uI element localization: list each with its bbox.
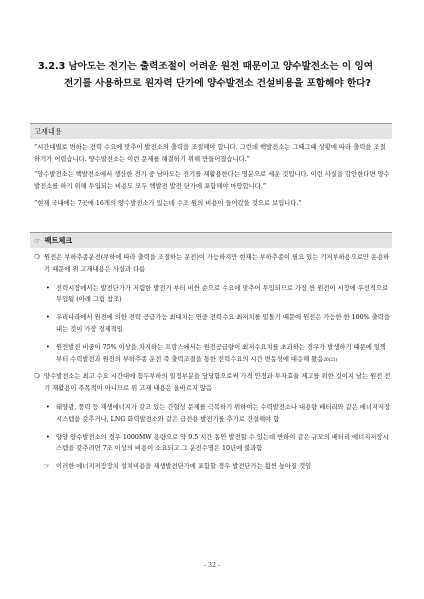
circle-bullet-icon: ❍ xyxy=(34,254,40,261)
fact-sub-1-2-text: 우리나라에서 원전에 의한 전력 공급가능 최대치는 연중 전력수요 최저치를 밑돌기 때문에 원전은 가능한 한 100% 출력을 내는 것이 가장 경제적임 xyxy=(56,314,390,333)
factcheck-label: 팩트체크 xyxy=(44,236,73,245)
fact-sub-2-1-text: 태양광, 풍력 등 재생에너지가 갖고 있는 간헐성 문제를 극복하기 위하여는 수력발전소나 대용량 배터리와 같은 에너지저장 시스템을 갖추거나, LNG 화력발전소와 같은 급전용 발전기를 추가로 건설해야 함 xyxy=(56,403,391,423)
fact-sub-1-2 xyxy=(34,312,392,336)
citation: 20)21) xyxy=(323,356,338,362)
fact-item-1-text: 원전은 부하추종운전(부하에 따라 출력을 조절하는 운전)이 가능하지만 현재는 부하추종이 필요 있는 기저부하용으로만 운용하기 때문에 위 고재내용은 사실과 다름 xyxy=(44,254,390,273)
fact-sub-1-3-text: 원전발전 비중이 75% 이상을 차지하는 프랑스에서는 원전공급량이 최저수요치를 초과하는 경우가 발생하기 때문에 일찍부터 수력발전과 원전의 부하추종 운전 즉 출력조절을 통한 전력수요의 시간 변동성에 대응해 왔음 xyxy=(56,343,386,363)
page-number: - 32 - xyxy=(203,562,221,569)
pointing-hand-icon: ☞ xyxy=(44,463,50,471)
factcheck-label-bar xyxy=(30,232,392,248)
fact-note-text: 이러한 에너지저장장치 설치비용을 재생발전단가에 포함할 경우 발전단가는 훨씬 높아질 것임 xyxy=(56,463,312,471)
dot-bullet-icon: • xyxy=(46,314,50,322)
fact-sub-2-1 xyxy=(34,402,392,426)
quote-1: “시간대별로 변하는 전력 수요에 맞추어 발전소의 출력을 조절해야 합니다. 그런데 핵발전소는 그때그때 상황에 따라 출력을 조절하기가 어렵습니다. 양수발전소는 이런 문제를 해결하기 위해 만들어졌습니다.” xyxy=(34,144,386,163)
fact-sub-1-1-text: 전력시장에서는 발전단가가 저렴한 발전기 부터 비싼 순으로 수요에 맞추어 투입되므로 가장 싼 원전이 시장에 우선적으로 투입됨 (아래 그림 참조) xyxy=(56,284,389,304)
dot-bullet-icon: • xyxy=(46,403,50,411)
dot-bullet-icon: • xyxy=(46,343,50,351)
section-heading xyxy=(38,58,398,92)
fact-item-2-text: 양수발전소는 최고 수요 시간대에 첨두부하의 일정부분을 담당함으로써 가격 안정과 투자효율 제고를 위한 것이지 남는 원전 전기 재활용이 주목적이 아니므로 위 고재 내용은 올바르지 않음 xyxy=(44,373,391,393)
fact-sub-1-1 xyxy=(34,283,392,307)
claims-quotes xyxy=(34,142,390,214)
fact-sub-2-2 xyxy=(34,432,392,456)
circle-bullet-icon: ❍ xyxy=(34,373,40,381)
fact-note xyxy=(34,461,392,473)
claims-label: 고재내용 xyxy=(30,123,392,139)
quote-3: “현재 국내에는 7곳에 16개의 양수발전소가 있는데 수조 원의 비용이 들어갔을 것으로 보입니다.” xyxy=(34,200,302,208)
section-number: 3.2.3 xyxy=(38,61,66,72)
fact-item-1 xyxy=(34,252,392,276)
dot-bullet-icon: • xyxy=(46,284,50,292)
heading-line-1: 남아도는 전기는 출력조절이 어려운 원전 때문이고 양수발전소는 이 잉여 xyxy=(68,61,374,72)
heading-line-2: 전기를 사용하므로 원자력 단가에 양수발전소 건설비용을 포함해야 한다? xyxy=(64,78,371,89)
pointing-hand-icon: ☞ xyxy=(34,236,41,245)
fact-item-2 xyxy=(34,371,392,395)
fact-sub-1-3 xyxy=(34,342,392,366)
fact-sub-2-2-text: 양양 양수발전소의 경우 1000MW 용량으로 약 9.5 시간 동안 발전할 수 있는데 반하여 같은 규모의 배터리 에너지저장시스템을 갖추려면 7조 이상의 비용이 소요되고 그 운전수명은 10년에 불과함 xyxy=(56,433,389,453)
dot-bullet-icon: • xyxy=(46,433,50,441)
factcheck-list xyxy=(34,252,392,477)
quote-2: “양수발전소는 핵발전소에서 생산한 전기 중 남아도는 전기를 재활용한다는 명분으로 세운 것입니다. 이런 사실을 감안한다면 양수발전소를 하기 위해 투입되는 비용도 모두 핵발전 발전 단가에 포함해야 마땅합니다.” xyxy=(34,171,390,190)
